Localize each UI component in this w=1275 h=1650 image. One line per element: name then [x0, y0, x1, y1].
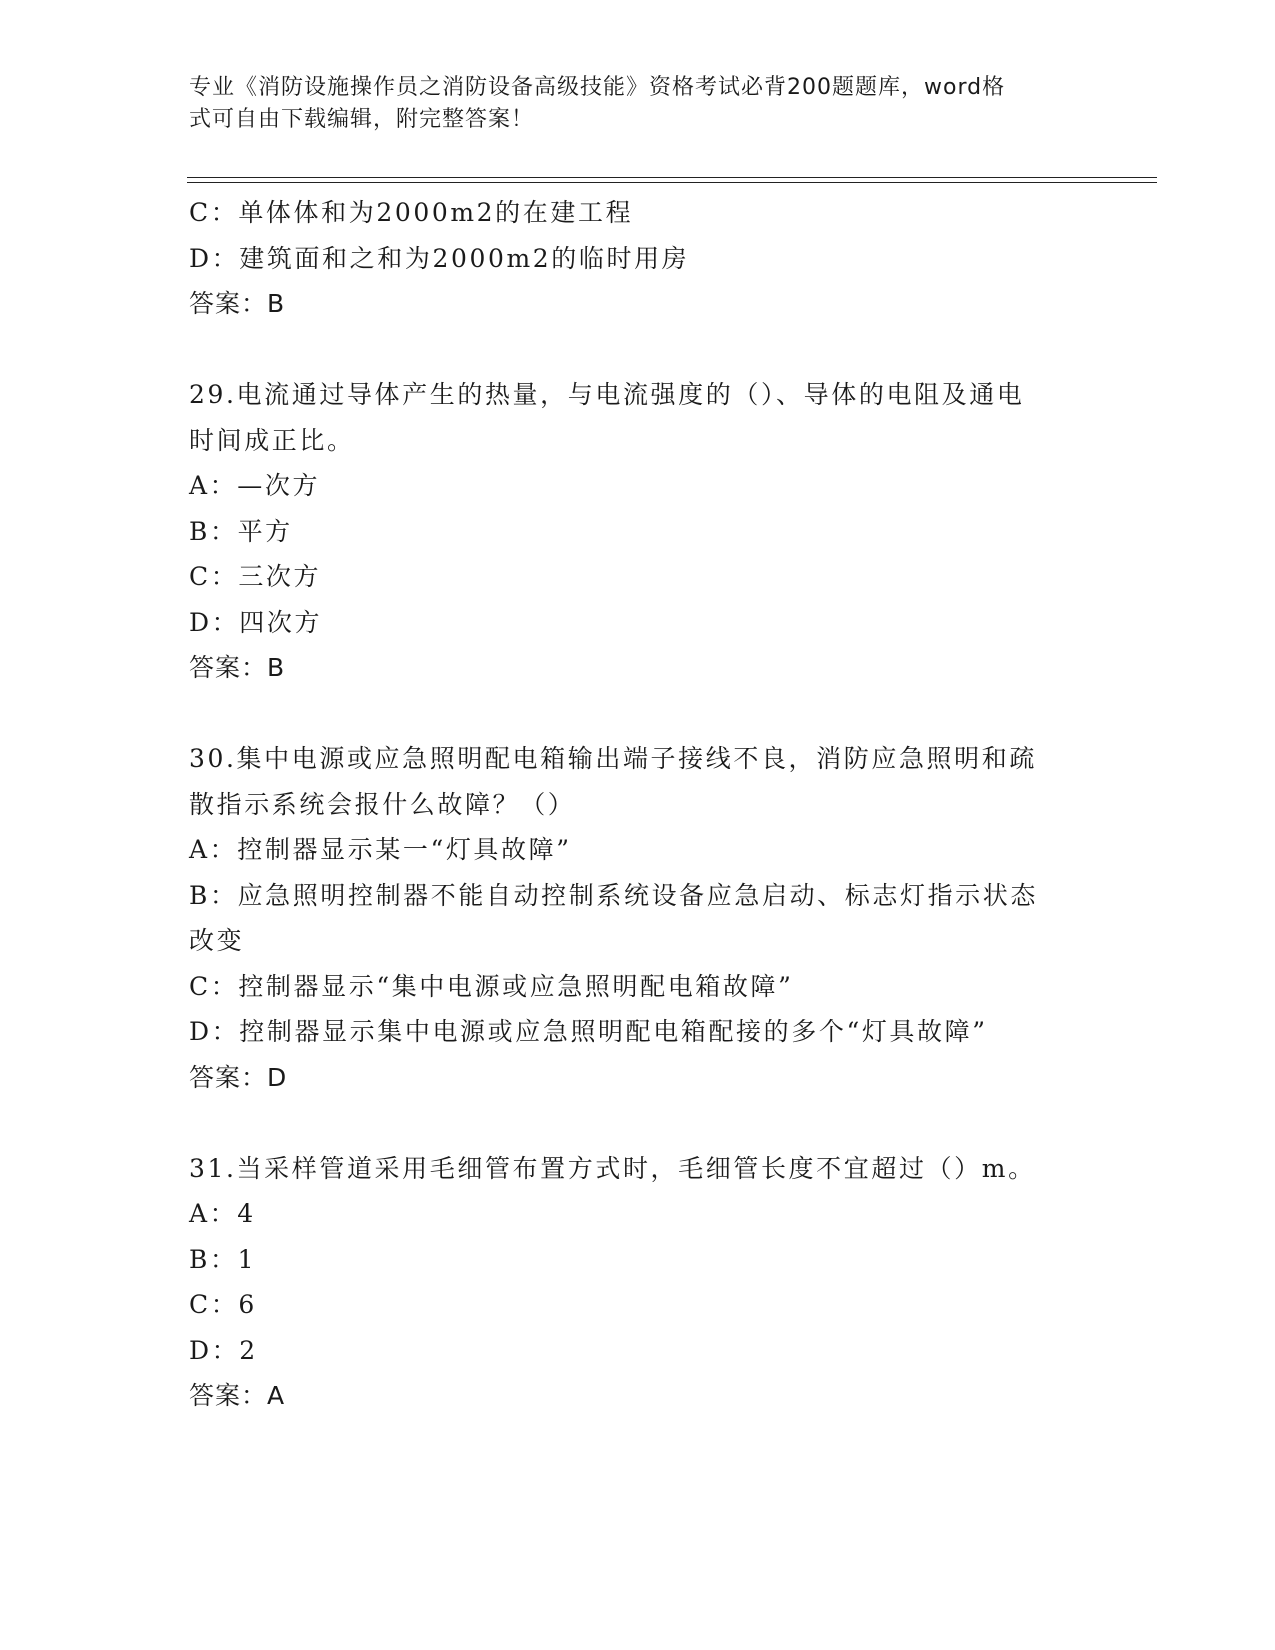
question-29: [189, 372, 1089, 691]
document-header: [189, 72, 1069, 136]
spacer: [189, 1100, 1089, 1146]
header-title-line-2: 式可自由下载编辑，附完整答案！: [189, 107, 535, 132]
question-list: [189, 190, 1089, 1419]
option-c: C：6: [189, 1290, 257, 1319]
question-30: [189, 736, 1089, 1100]
question-stem: 31.当采样管道采用毛细管布置方式时，毛细管长度不宜超过（）m。: [189, 1153, 1036, 1183]
answer: 答案：B: [189, 289, 286, 318]
option-a: A：—次方: [189, 471, 321, 500]
question-28-tail: [189, 190, 1089, 327]
option-d: D：控制器显示集中电源或应急照明配电箱配接的多个“灯具故障”: [189, 1017, 988, 1046]
question-stem: 30.集中电源或应急照明配电箱输出端子接线不良，消防应急照明和疏: [189, 744, 1037, 773]
question-stem: 29.电流通过导体产生的热量，与电流强度的（）、导体的电阻及通电: [189, 380, 1025, 409]
option-d: D：四次方: [189, 607, 323, 637]
option-c: C：三次方: [189, 562, 322, 591]
option-b: B：1: [189, 1244, 257, 1274]
answer: 答案：A: [189, 1381, 286, 1410]
spacer: [189, 691, 1089, 737]
answer: 答案：B: [189, 653, 286, 682]
spacer: [189, 327, 1089, 373]
option-b: B：平方: [189, 516, 293, 546]
header-divider-top: [187, 177, 1157, 178]
option-a: A：4: [189, 1199, 256, 1228]
question-stem-continued: 散指示系统会报什么故障？（）: [189, 789, 576, 819]
header-divider-bottom: [187, 182, 1157, 183]
question-31: [189, 1146, 1089, 1419]
option-c: C：单体体和为2000m2的在建工程: [189, 198, 634, 227]
answer: 答案：D: [189, 1062, 288, 1092]
question-stem-continued: 时间成正比。: [189, 425, 355, 455]
option-c: C：控制器显示“集中电源或应急照明配电箱故障”: [189, 971, 794, 1001]
option-d: D：建筑面和之和为2000m2的临时用房: [189, 243, 690, 273]
option-a: A：控制器显示某一“灯具故障”: [189, 835, 572, 864]
header-title-line-1: 专业《消防设施操作员之消防设备高级技能》资格考试必背200题题库，word格: [189, 75, 1006, 100]
option-b-continued: 改变: [189, 926, 245, 955]
option-b: B：应急照明控制器不能自动控制系统设备应急启动、标志灯指示状态: [189, 880, 1038, 910]
option-d: D：2: [189, 1335, 258, 1365]
